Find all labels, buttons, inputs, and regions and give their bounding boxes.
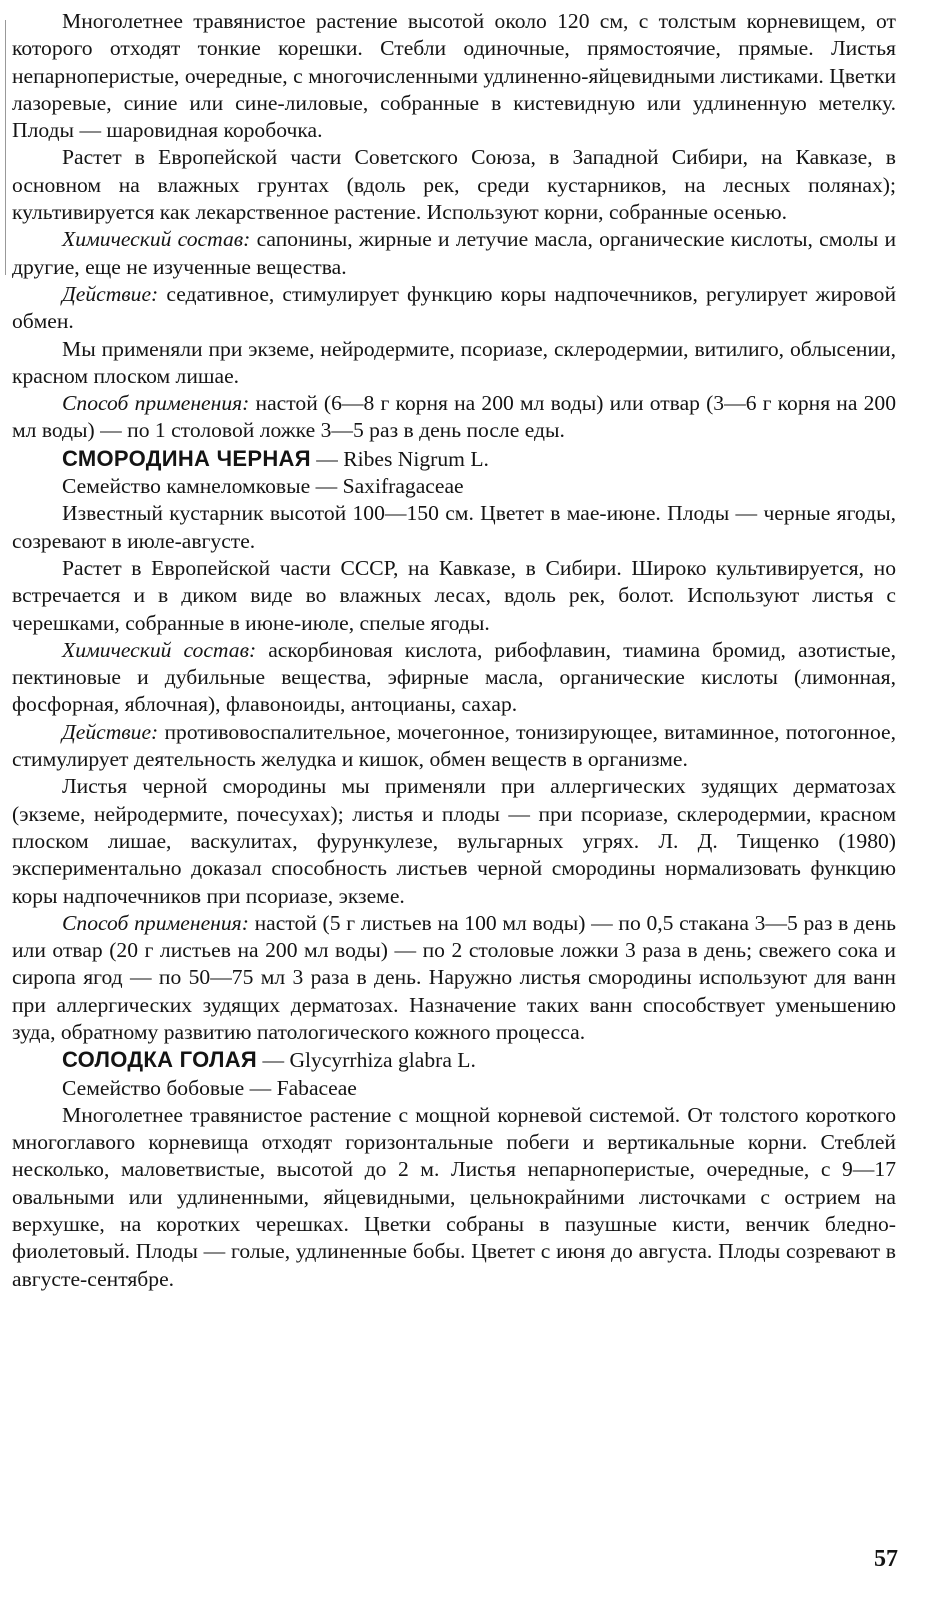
plant2-action-text: противовоспалительное, мочегонное, тонизирующее, витаминное, потогонное, стимулирует деятельность желудка и кишок, обмен веществ в организме. [12,719,896,772]
plant1-method-label: Способ применения: [62,391,250,416]
plant1-composition-label: Химический состав: [62,227,251,252]
book-page [12,8,896,1293]
plant1-description: Многолетнее травянистое растение высотой около 120 см, с толстым корневищем, от которого отходят тонкие корешки. Стебли одиночные, прямостоячие, прямые. Листья непарноперистые, очередные, с многочисленными удлиненно-яйцевидными листиками. Цветки лазоревые, синие или сине-лиловые, собранные в кистевидную или удлиненную метелку. Плоды — шаровидная коробочка. [12,9,896,143]
plant2-title: СМОРОДИНА ЧЕРНАЯ [62,445,311,471]
plant3-latin-name: — Glycyrrhiza glabra L. [257,1048,476,1073]
scan-margin-line [5,20,6,275]
plant2-heading [12,445,896,473]
plant1-composition-text: сапонины, жирные и летучие масла, органические кислоты, смолы и другие, еще не изученные вещества. [12,227,896,279]
plant2-habitat: Растет в Европейской части СССР, на Кавказе, в Сибири. Широко культивируется, но встречается и в диком виде во влажных лесах, вдоль рек, болот. Используют листья с черешками, собранные в июне-июле, спелые ягоды. [12,555,896,635]
plant2-family: Семейство камнеломковые — Saxifragaceae [62,474,464,499]
plant2-action-label: Действие: [62,719,159,744]
plant2-action [12,719,896,774]
plant1-usage: Мы применяли при экземе, нейродермите, псориазе, склеродермии, витилиго, облысении, красном плоском лишае. [12,336,896,388]
plant1-action-label: Действие: [62,281,159,306]
plant1-composition [12,226,896,281]
plant1-action [12,281,896,336]
plant2-usage: Листья черной смородины мы применяли при аллергических зудящих дерматозах (экземе, нейродермите, почесухах); листья и плоды — при псориазе, склеродермии, красном плоском лишае, васкулитах, фурункулезе, вульгарных угрях. Л. Д. Тищенко (1980) экспериментально доказал способность листьев черной смородины нормализовать функцию коры надпочечников при псориазе, экземе. [12,774,896,908]
plant2-method-text: настой (5 г листьев на 100 мл воды) — по 0,5 стакана 3—5 раз в день или отвар (20 г листьев на 200 мл воды) — по 2 столовые ложки 3 раза в день; свежего сока и сиропа ягод — по 50—75 мл 3 раза в день. Наружно листья смородины используют для ванн при аллергических зудящих дерматозах. Назначение таких ванн способствует уменьшению зуда, обратному развитию патологического кожного процесса. [12,910,896,1044]
plant3-description: Многолетнее травянистое растение с мощной корневой системой. От толстого короткого многоглавого корневища отходят горизонтальные побеги и вертикальные корни. Стеблей несколько, маловетвистые, высотой до 2 м. Листья непарноперистые, очередные, с 9—17 овальными или удлиненными, яйцевидными, цельнокрайними листочками с острием на верхушке, на коротких черешках. Цветки собраны в пазушные кисти, венчик бледно-фиолетовый. Плоды — голые, удлиненные бобы. Цветет с июня до августа. Плоды созревают в августе-сентябре. [12,1102,896,1291]
plant2-method [12,910,896,1046]
plant2-latin-name: — Ribes Nigrum L. [310,446,489,471]
plant2-description: Известный кустарник высотой 100—150 см. Цветет в мае-июне. Плоды — черные ягоды, созревают в июле-августе. [12,501,896,553]
plant3-family: Семейство бобовые — Fabaceae [62,1075,357,1100]
plant2-composition [12,637,896,719]
page-number: 57 [874,1546,898,1572]
plant3-title: СОЛОДКА ГОЛАЯ [62,1047,258,1073]
plant1-action-text: седативное, стимулирует функцию коры надпочечников, регулирует жировой обмен. [12,281,896,334]
plant3-heading [12,1046,896,1074]
plant2-composition-label: Химический состав: [62,637,257,662]
plant2-composition-text: аскорбиновая кислота, рибофлавин, тиамина бромид, азотистые, пектиновые и дубильные вещества, эфирные масла, органические кислоты (лимонная, фосфорная, яблочная), флавоноиды, антоцианы, сахар. [12,637,896,717]
plant1-method [12,390,896,445]
plant1-habitat: Растет в Европейской части Советского Союза, в Западной Сибири, на Кавказе, в основном на влажных грунтах (вдоль рек, среди кустарников, на лесных полянах); культивируется как лекарственное растение. Используют корни, собранные осенью. [12,145,896,225]
plant1-method-text: настой (6—8 г корня на 200 мл воды) или отвар (3—6 г корня на 200 мл воды) — по 1 столовой ложке 3—5 раз в день после еды. [12,391,896,443]
plant2-method-label: Способ применения: [62,910,249,935]
